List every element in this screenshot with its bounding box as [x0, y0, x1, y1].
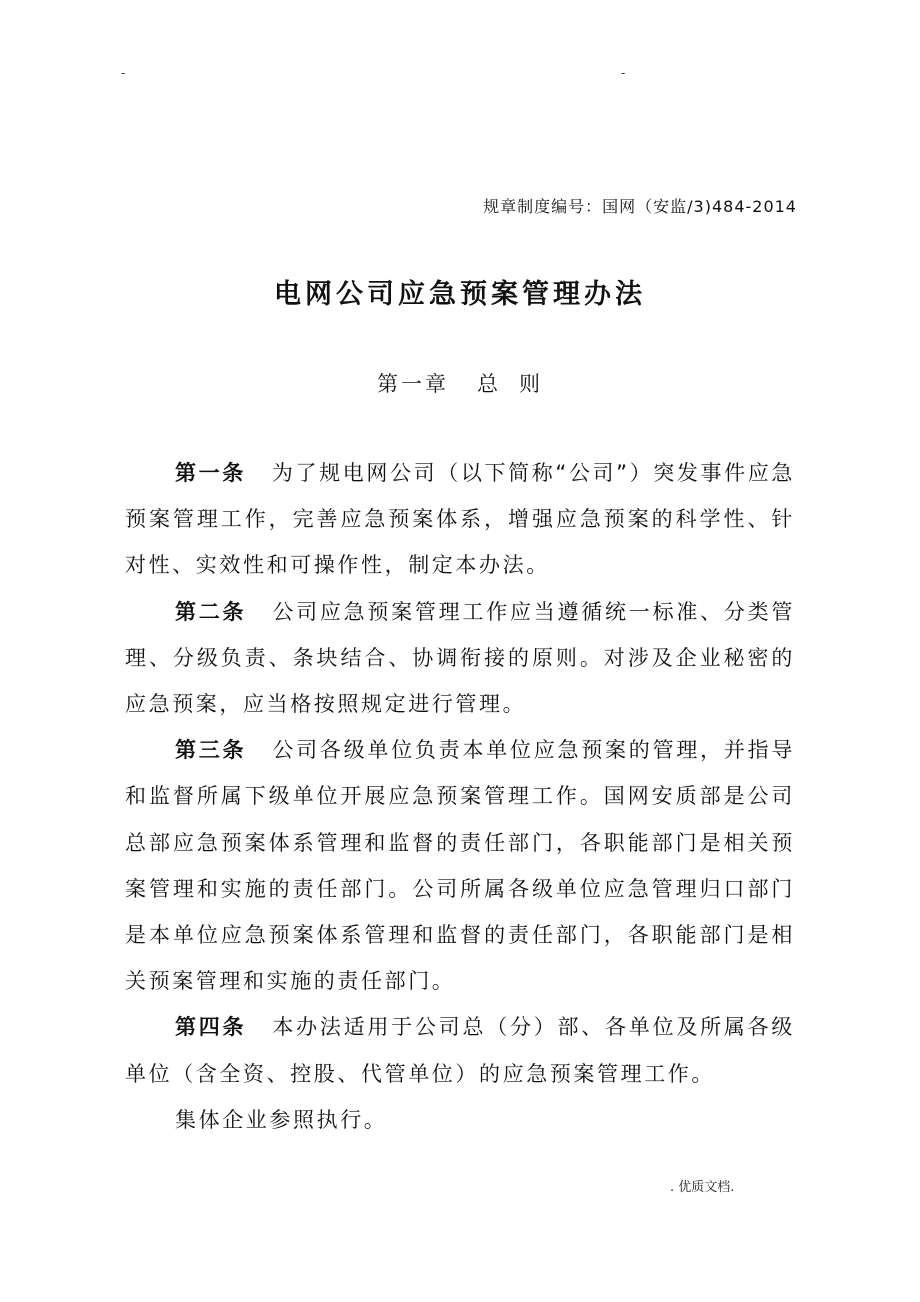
- article-1: [125, 450, 795, 589]
- chapter-name-part1: 总: [477, 372, 501, 396]
- article-4: [125, 1004, 795, 1096]
- chapter-heading: [0, 368, 920, 398]
- article-label: 第三条: [175, 738, 247, 763]
- header-right-mark: -: [621, 66, 626, 80]
- article-label: 第四条: [175, 1015, 247, 1040]
- document-body: [125, 450, 795, 1143]
- article-label: 第一条: [175, 461, 246, 485]
- regulation-number: 规章制度编号：国网（安监/3)484-2014: [483, 197, 797, 216]
- article-label: 第二条: [175, 599, 247, 624]
- article-text: 本办法适用于公司总（分）部、各单位及所属各级单位（含全资、控股、代管单位）的应急预案管理工作。: [125, 1015, 795, 1086]
- header-left-mark: -: [121, 66, 126, 80]
- chapter-name-part2: 则: [519, 372, 543, 396]
- article-text: 公司各级单位负责本单位应急预案的管理，并指导和监督所属下级单位开展应急预案管理工作。国网安质部是公司总部应急预案体系管理和监督的责任部门，各职能部门是相关预案管理和实施的责任部门。公司所属各级单位应急管理归口部门是本单位应急预案体系管理和监督的责任部门，各职能部门是相关预案管理和实施的责任部门。: [125, 738, 795, 994]
- document-title: 电网公司应急预案管理办法: [274, 279, 646, 310]
- article-text: 为了规电网公司（以下简称“公司”）突发事件应急预案管理工作，完善应急预案体系，增强应急预案的科学性、针对性、实效性和可操作性，制定本办法。: [125, 461, 795, 578]
- article-2: [125, 589, 795, 728]
- article-text: 公司应急预案管理工作应当遵循统一标准、分类管理、分级负责、条块结合、协调衔接的原则。对涉及企业秘密的应急预案，应当格按照规定进行管理。: [125, 599, 795, 717]
- article-3: [125, 727, 795, 1004]
- closing-paragraph: 集体企业参照执行。: [175, 1107, 388, 1132]
- chapter-number: 第一章: [377, 372, 449, 396]
- footer-note: . 优质文档.: [670, 1180, 735, 1195]
